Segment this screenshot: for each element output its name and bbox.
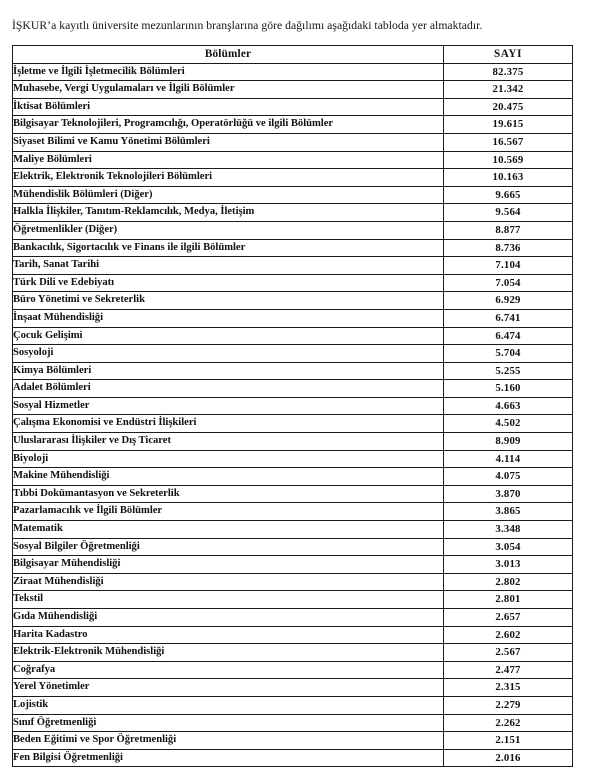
cell-count: 5.160	[444, 380, 573, 398]
cell-count: 6.474	[444, 327, 573, 345]
cell-count: 10.569	[444, 151, 573, 169]
departments-table	[12, 45, 573, 767]
table-row	[13, 433, 573, 451]
intro-paragraph: İŞKUR’a kayıtlı üniversite mezunlarının branşlarına göre dağılımı aşağıdaki tabloda yer almaktadır.	[12, 18, 483, 32]
cell-count: 20.475	[444, 98, 573, 116]
cell-department: Lojistik	[13, 696, 444, 714]
cell-department: Sosyal Hizmetler	[13, 397, 444, 415]
cell-count: 2.279	[444, 696, 573, 714]
cell-count: 9.665	[444, 186, 573, 204]
cell-count: 3.865	[444, 503, 573, 521]
cell-department: Uluslararası İlişkiler ve Dış Ticaret	[13, 433, 444, 451]
cell-count: 16.567	[444, 133, 573, 151]
cell-department: Tarih, Sanat Tarihi	[13, 257, 444, 275]
cell-department: Maliye Bölümleri	[13, 151, 444, 169]
cell-department: Siyaset Bilimi ve Kamu Yönetimi Bölümleri	[13, 133, 444, 151]
table-row	[13, 116, 573, 134]
cell-count: 4.114	[444, 450, 573, 468]
table-row	[13, 503, 573, 521]
cell-count: 2.477	[444, 661, 573, 679]
cell-count: 2.802	[444, 573, 573, 591]
cell-count: 10.163	[444, 169, 573, 187]
table-row	[13, 81, 573, 99]
cell-department: Harita Kadastro	[13, 626, 444, 644]
cell-department: Bankacılık, Sigortacılık ve Finans ile ilgili Bölümler	[13, 239, 444, 257]
cell-department: Beden Eğitimi ve Spor Öğretmenliği	[13, 732, 444, 750]
table-header	[13, 46, 573, 64]
table-row	[13, 591, 573, 609]
table-row	[13, 362, 573, 380]
table-row	[13, 186, 573, 204]
cell-department: Sosyoloji	[13, 345, 444, 363]
table-row	[13, 696, 573, 714]
table-row	[13, 239, 573, 257]
table-row	[13, 732, 573, 750]
cell-department: Büro Yönetimi ve Sekreterlik	[13, 292, 444, 310]
cell-department: Türk Dili ve Edebiyatı	[13, 274, 444, 292]
cell-count: 4.075	[444, 468, 573, 486]
table-body	[13, 63, 573, 767]
table-row	[13, 661, 573, 679]
cell-count: 4.663	[444, 397, 573, 415]
cell-count: 82.375	[444, 63, 573, 81]
table-row	[13, 573, 573, 591]
cell-department: Tekstil	[13, 591, 444, 609]
cell-department: Ziraat Mühendisliği	[13, 573, 444, 591]
cell-department: Sınıf Öğretmenliği	[13, 714, 444, 732]
cell-count: 4.502	[444, 415, 573, 433]
table-row	[13, 274, 573, 292]
cell-department: Matematik	[13, 521, 444, 539]
table-row	[13, 609, 573, 627]
table-row	[13, 63, 573, 81]
cell-count: 2.657	[444, 609, 573, 627]
cell-department: Çalışma Ekonomisi ve Endüstri İlişkileri	[13, 415, 444, 433]
cell-count: 21.342	[444, 81, 573, 99]
table-row	[13, 485, 573, 503]
cell-count: 2.151	[444, 732, 573, 750]
cell-department: Makine Mühendisliği	[13, 468, 444, 486]
cell-count: 5.704	[444, 345, 573, 363]
cell-count: 2.567	[444, 644, 573, 662]
table-row	[13, 204, 573, 222]
table-row	[13, 345, 573, 363]
cell-department: Mühendislik Bölümleri (Diğer)	[13, 186, 444, 204]
table-row	[13, 749, 573, 767]
table-row	[13, 521, 573, 539]
cell-count: 3.013	[444, 556, 573, 574]
cell-department: Coğrafya	[13, 661, 444, 679]
cell-department: Bilgisayar Mühendisliği	[13, 556, 444, 574]
table-row	[13, 257, 573, 275]
cell-count: 2.016	[444, 749, 573, 767]
table-row	[13, 679, 573, 697]
table-header-row	[13, 46, 573, 64]
cell-department: Adalet Bölümleri	[13, 380, 444, 398]
table-row	[13, 626, 573, 644]
cell-department: Gıda Mühendisliği	[13, 609, 444, 627]
cell-count: 19.615	[444, 116, 573, 134]
table-row	[13, 538, 573, 556]
table-row	[13, 415, 573, 433]
table-row	[13, 468, 573, 486]
table-row	[13, 98, 573, 116]
table-row	[13, 380, 573, 398]
cell-department: Halkla İlişkiler, Tanıtım-Reklamcılık, Medya, İletişim	[13, 204, 444, 222]
table-row	[13, 397, 573, 415]
cell-department: Pazarlamacılık ve İlgili Bölümler	[13, 503, 444, 521]
table-row	[13, 450, 573, 468]
cell-count: 2.262	[444, 714, 573, 732]
cell-count: 3.348	[444, 521, 573, 539]
cell-count: 3.054	[444, 538, 573, 556]
table-row	[13, 151, 573, 169]
cell-department: Bilgisayar Teknolojileri, Programcılığı, Operatörlüğü ve ilgili Bölümler	[13, 116, 444, 134]
cell-count: 2.602	[444, 626, 573, 644]
cell-count: 7.054	[444, 274, 573, 292]
table-row	[13, 221, 573, 239]
cell-count: 5.255	[444, 362, 573, 380]
cell-count: 8.909	[444, 433, 573, 451]
cell-department: Sosyal Bilgiler Öğretmenliği	[13, 538, 444, 556]
table-row	[13, 327, 573, 345]
cell-count: 6.741	[444, 309, 573, 327]
table-row	[13, 309, 573, 327]
table-row	[13, 292, 573, 310]
cell-department: Yerel Yönetimler	[13, 679, 444, 697]
cell-department: Biyoloji	[13, 450, 444, 468]
cell-department: Elektrik, Elektronik Teknolojileri Bölümleri	[13, 169, 444, 187]
cell-count: 9.564	[444, 204, 573, 222]
table-row	[13, 644, 573, 662]
cell-count: 2.801	[444, 591, 573, 609]
table-container	[12, 45, 572, 767]
cell-count: 8.736	[444, 239, 573, 257]
cell-department: İnşaat Mühendisliği	[13, 309, 444, 327]
cell-department: Elektrik-Elektronik Mühendisliği	[13, 644, 444, 662]
table-row	[13, 714, 573, 732]
table-row	[13, 169, 573, 187]
column-header-department: Bölümler	[13, 46, 444, 64]
cell-department: Çocuk Gelişimi	[13, 327, 444, 345]
cell-count: 7.104	[444, 257, 573, 275]
table-row	[13, 556, 573, 574]
cell-department: İşletme ve İlgili İşletmecilik Bölümleri	[13, 63, 444, 81]
cell-department: İktisat Bölümleri	[13, 98, 444, 116]
cell-count: 6.929	[444, 292, 573, 310]
cell-count: 2.315	[444, 679, 573, 697]
cell-department: Fen Bilgisi Öğretmenliği	[13, 749, 444, 767]
cell-count: 3.870	[444, 485, 573, 503]
cell-count: 8.877	[444, 221, 573, 239]
column-header-count: SAYI	[444, 46, 573, 64]
table-row	[13, 133, 573, 151]
cell-department: Öğretmenlikler (Diğer)	[13, 221, 444, 239]
cell-department: Muhasebe, Vergi Uygulamaları ve İlgili Bölümler	[13, 81, 444, 99]
cell-department: Kimya Bölümleri	[13, 362, 444, 380]
cell-department: Tıbbi Dokümantasyon ve Sekreterlik	[13, 485, 444, 503]
